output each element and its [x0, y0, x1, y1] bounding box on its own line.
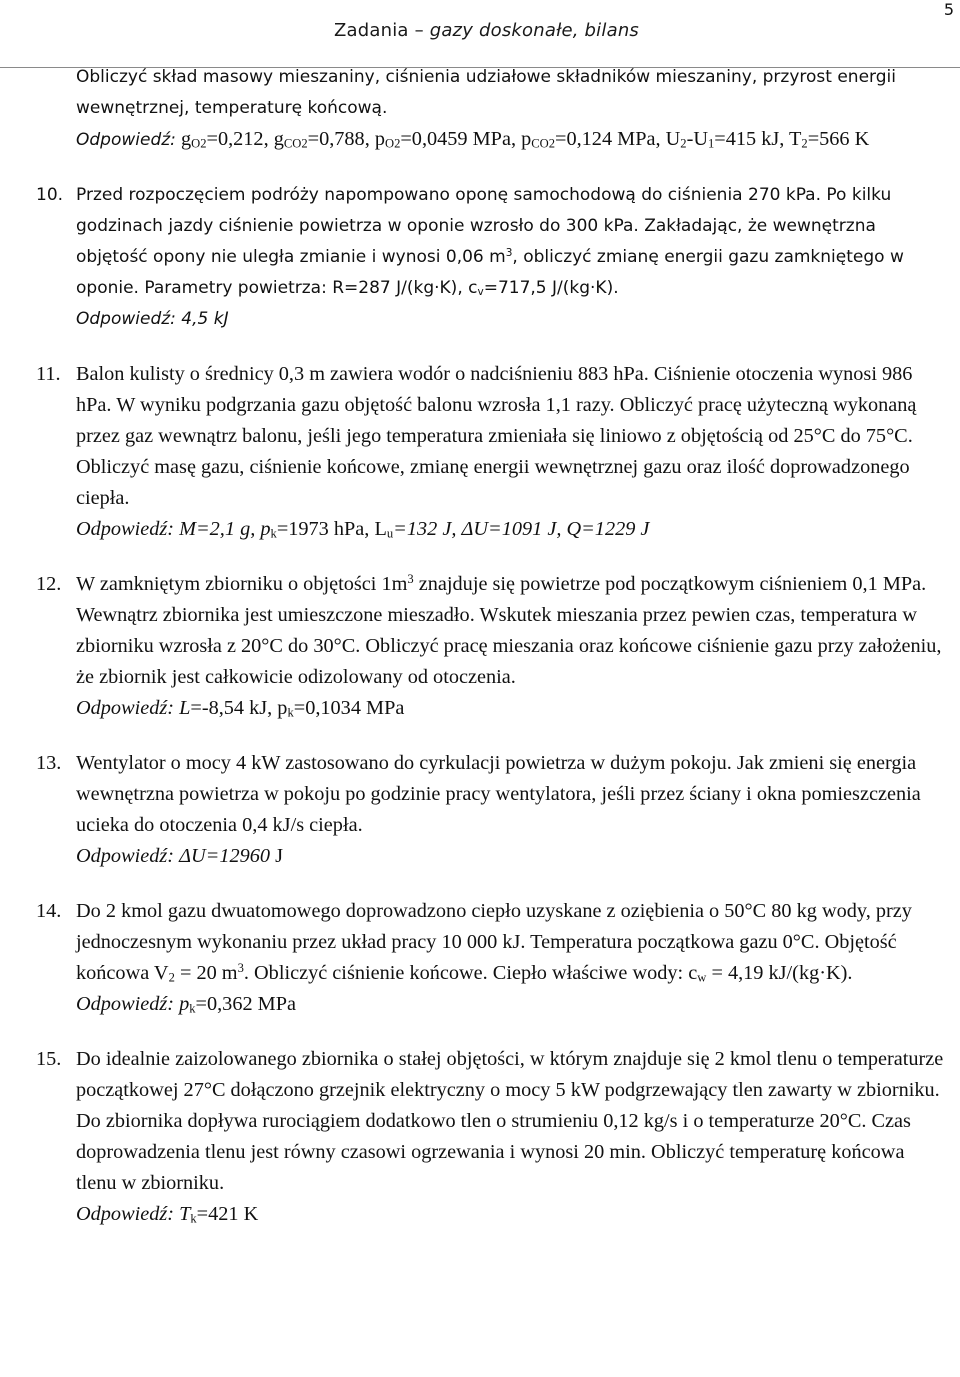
problem-answer: Odpowiedź: 4,5 kJ — [76, 309, 229, 329]
problem-12 — [36, 569, 950, 724]
problem-number: 15. — [36, 1048, 62, 1070]
problem-answer: Odpowiedź: ΔU=12960 J — [76, 845, 283, 867]
problem-text: Do idealnie zaizolowanego zbiornika o stałej objętości, w którym znajduje się 2 kmol tlenu o temperaturze początkowej 27°C dołączono grzejnik elektryczny o mocy 5 kW podgrzewający tlen zawarty w zbiorniku. Do zbiornika dopływa rurociągiem dodatkowo tlen o strumieniu 0,12 kg/s i o temperaturze 20°C. Czas doprowadzenia tlenu jest równy czasowi ogrzewania i wynosi 20 min. Obliczyć temperaturę końcowa tlenu w zbiorniku. — [76, 1048, 944, 1194]
problem-answer: Odpowiedź: $p_k=0,362$ MPa — [76, 993, 296, 1016]
problem-answer: Odpowiedź: $T_k=421$ K — [76, 1203, 259, 1226]
problem-text: W zamkniętym zbiorniku o objętości $1m^3$ znajduje się powietrze pod początkowym ciśnieniem 0,1 MPa. Wewnątrz zbiornika jest umieszczone mieszadło. Wskutek mieszania przez pewien czas, temperatura w zbiorniku wzrosła z 20°C do 30°C. Obliczyć pracę mieszania oraz końcowe ciśnienie gazu przy założeniu, że zbiornik jest całkowicie odizolowany od otoczenia. — [76, 572, 942, 688]
problem-text: Przed rozpoczęciem podróży napompowano oponę samochodową do ciśnienia 270 kPa. Po kilku godzinach jazdy ciśnienie powietrza w oponie wzrosło do 300 kPa. Zakładając, że wewnętrzna objętość opony nie uległa zmianie i wynosi 0,06 $m^3$, obliczyć zmianę energii gazu zamkniętego w oponie. Parametry powietrza: R=287 J/(kg·K), $c_v=717,5$ J/(kg·K). — [76, 185, 904, 298]
problem-11 — [36, 359, 950, 545]
problem-10 — [36, 180, 950, 335]
header-title-sub: gazy doskonałe, bilans — [429, 20, 640, 41]
intro-answer: Odpowiedź: $g_{O2}=0,212$, $g_{CO2}=0,788$, $p_{O2}=0,0459$ MPa, $p_{CO2}=0,124$ MPa, $U_2-U_1=415$ kJ, $T_2=566$ K — [76, 128, 870, 151]
intro-text: Obliczyć skład masowy mieszaniny, ciśnienia udziałowe składników mieszaniny, przyrost energii wewnętrznej, temperaturę końcową. — [76, 67, 896, 118]
problem-14 — [36, 896, 950, 1020]
problem-answer: Odpowiedź: L=-8,54 kJ, $p_k=0,1034$ MPa — [76, 697, 405, 720]
problem-number: 12. — [36, 573, 62, 595]
problem-text: Wentylator o mocy 4 kW zastosowano do cyrkulacji powietrza w dużym pokoju. Jak zmieni się energia wewnętrzna powietrza w pokoju po godzinie pracy wentylatora, jeśli przez ściany i okna pomieszczenia ucieka do otoczenia 0,4 kJ/s ciepła. — [76, 752, 921, 836]
problem-13 — [36, 748, 950, 872]
problem-15 — [36, 1044, 950, 1230]
problem-number: 10. — [36, 185, 64, 205]
problem-number: 11. — [36, 363, 61, 385]
problem-text: Balon kulisty o średnicy 0,3 m zawiera wodór o nadciśnieniu 883 hPa. Ciśnienie otoczenia wynosi 986 hPa. W wyniku podgrzania gazu objętość balonu wzrosła 1,1 razy. Obliczyć pracę użyteczną wykonaną przez gaz wewnątrz balonu, jeśli jego temperatura zmieniała się liniowo z objętością od 25°C do 75°C. Obliczyć masę gazu, ciśnienie końcowe, zmianę energii wewnętrznej gazu oraz ilość doprowadzonego ciepła. — [76, 363, 917, 509]
page-number: 5 — [943, 0, 954, 19]
document-body — [36, 62, 950, 1230]
header-title-main: Zadania – — [334, 20, 430, 41]
problem-answer: Odpowiedź: M=2,1 g, $p_k=1973$ hPa, $L_u=132$ J, ΔU=1091 J, Q=1229 J — [76, 518, 650, 541]
problem-text: Do 2 kmol gazu dwuatomowego doprowadzono ciepło uzyskane z oziębienia o 50°C 80 kg wody, przy jednoczesnym wykonaniu przez układ pracy 10 000 kJ. Temperatura początkowa gazu 0°C. Objętość końcowa $V_2 = 20$ $m^3$. Obliczyć ciśnienie końcowe. Ciepło właściwe wody: $c_w = 4,19$ kJ/(kg·K). — [76, 900, 912, 985]
problem-number: 14. — [36, 900, 62, 922]
page-header — [0, 0, 960, 50]
header-title — [334, 20, 639, 41]
problem-number: 13. — [36, 752, 62, 774]
